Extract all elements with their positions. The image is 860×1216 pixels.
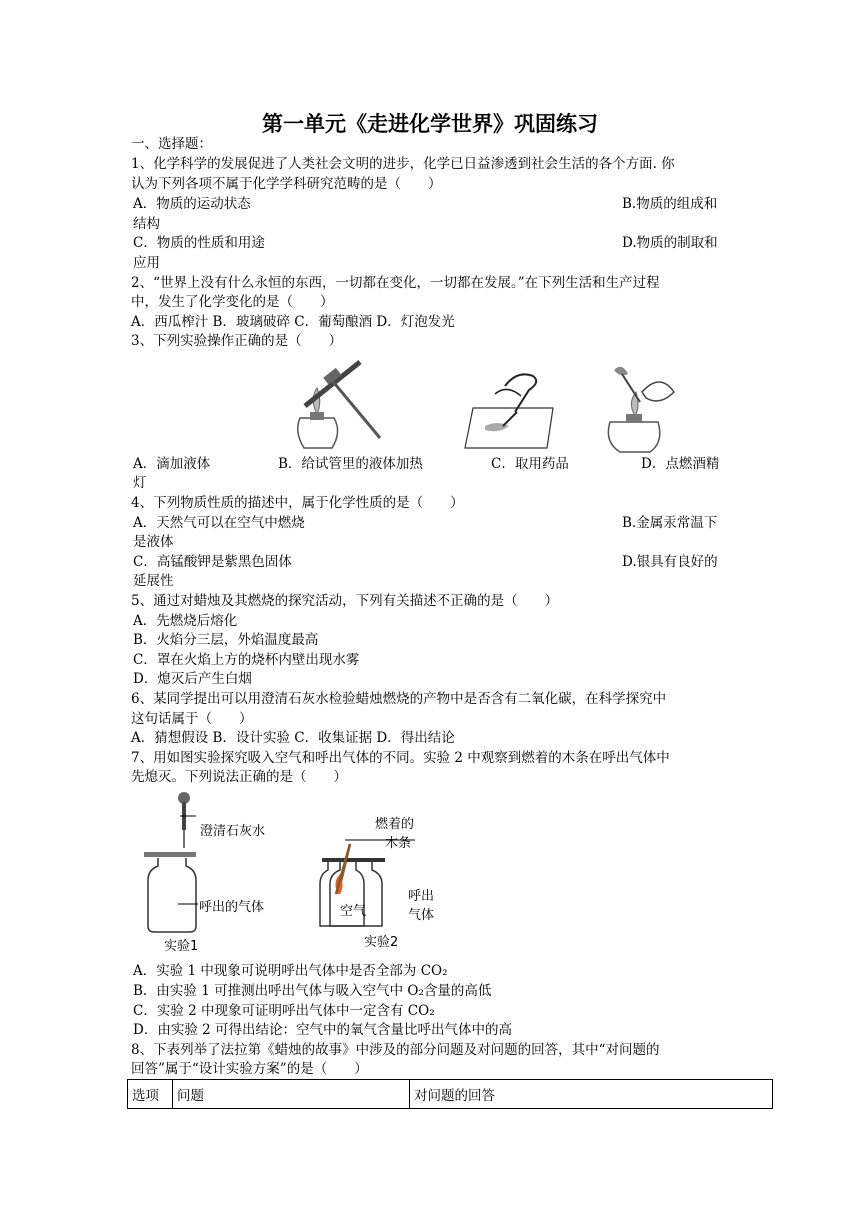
- q7-option-c: C．实验 2 中现象可证明呼出气体中一定含有 CO₂: [133, 1003, 435, 1019]
- q6-stem-line1: 6、某同学提出可以用澄清石灰水检验蜡烛燃烧的产物中是否含有二氧化碳，在科学探究中: [131, 691, 667, 707]
- q8-stem-line2: 回答”属于“设计实验方案”的是（ ）: [131, 1061, 368, 1077]
- q3-figure-b-heating-icon: [280, 358, 390, 453]
- q7-option-b: B．由实验 1 可推测出呼出气体与吸入空气中 O₂含量的高低: [133, 983, 492, 999]
- q3-option-d: D．点燃酒精: [641, 456, 720, 472]
- q5-option-d: D．熄灭后产生白烟: [133, 671, 252, 687]
- q3-option-b: B．给试管里的液体加热: [278, 456, 423, 472]
- q1-stem-line1: 1、化学科学的发展促进了人类社会文明的进步，化学已日益渗透到社会生活的各个方面. 你: [131, 156, 675, 172]
- fig-label-exhaled1: 呼出: [408, 889, 435, 904]
- q1-option-b-cont: 结构: [133, 216, 160, 232]
- fig-label-experiment1: 实验1: [164, 939, 199, 954]
- q4-option-d: D.银具有良好的: [622, 554, 718, 570]
- fig-label-burning: 燃着的: [375, 817, 415, 832]
- q4-option-b-cont: 是液体: [133, 534, 174, 550]
- fig-label-experiment2: 实验2: [364, 935, 399, 950]
- table-header-question: 问题: [173, 1080, 410, 1109]
- q4-option-b: B.金属汞常温下: [622, 515, 718, 531]
- q6-stem-line2: 这句话属于（ ）: [131, 711, 253, 727]
- q2-stem-line2: 中，发生了化学变化的是（ ）: [131, 294, 334, 310]
- table-header-option: 选项: [128, 1080, 173, 1109]
- page-title: 第一单元《走进化学世界》巩固练习: [262, 111, 598, 136]
- q5-option-c: C．罩在火焰上方的烧杯内壁出现水雾: [133, 652, 360, 668]
- q3-option-d-cont: 灯: [133, 475, 147, 491]
- q5-stem: 5、通过对蜡烛及其燃烧的探究活动，下列有关描述不正确的是（ ）: [131, 593, 559, 609]
- q4-stem: 4、下列物质性质的描述中，属于化学性质的是（ ）: [131, 495, 464, 511]
- section-heading: 一、选择题：: [131, 136, 212, 152]
- table-header-answer: 对问题的回答: [410, 1080, 773, 1109]
- q7-stem-line2: 先熄灭。下列说法正确的是（ ）: [131, 769, 347, 785]
- q5-option-b: B．火焰分三层，外焰温度最高: [133, 632, 319, 648]
- table-header-row: [128, 1080, 773, 1109]
- q1-option-d-cont: 应用: [133, 255, 160, 271]
- q3-option-a: A．滴加液体: [133, 456, 211, 472]
- q8-table: [127, 1079, 773, 1109]
- fig-label-stick: 木条: [385, 836, 412, 851]
- q8-stem-line1: 8、下表列举了法拉第《蜡烛的故事》中涉及的部分问题及对问题的回答，其中“对问题的: [131, 1042, 660, 1058]
- q1-option-d: D.物质的制取和: [622, 235, 718, 251]
- q3-stem: 3、下列实验操作正确的是（ ）: [131, 333, 343, 349]
- q1-option-b: B.物质的组成和: [622, 196, 718, 212]
- q7-experiment-figure: [140, 786, 440, 956]
- q3-figure-d-lighting-lamp-icon: [600, 362, 680, 454]
- fig-label-exhaled2: 气体: [408, 908, 435, 923]
- q7-option-a: A．实验 1 中现象可说明呼出气体中是否全部为 CO₂: [133, 963, 448, 979]
- q4-option-d-cont: 延展性: [133, 573, 174, 589]
- q2-options: A．西瓜榨汁 B．玻璃破碎 C．葡萄酿酒 D．灯泡发光: [131, 314, 455, 330]
- q3-figure-c-taking-reagent-icon: [455, 368, 565, 453]
- fig-label-limewater: 澄清石灰水: [200, 824, 266, 839]
- q4-option-c: C．高锰酸钾是紫黑色固体: [133, 554, 292, 570]
- fig-label-exhaled-gas: 呼出的气体: [199, 900, 265, 915]
- q1-stem-line2: 认为下列各项不属于化学学科研究范畴的是（ ）: [131, 176, 442, 192]
- q1-option-c: C．物质的性质和用途: [133, 235, 265, 251]
- q1-option-a: A．物质的运动状态: [133, 196, 251, 212]
- q3-option-c: C．取用药品: [491, 456, 569, 472]
- q5-option-a: A．先燃烧后熔化: [133, 613, 238, 629]
- q7-option-d: D．由实验 2 可得出结论：空气中的氧气含量比呼出气体中的高: [133, 1022, 512, 1038]
- q2-stem-line1: 2、“世界上没有什么永恒的东西，一切都在变化，一切都在发展。”在下列生活和生产过程: [131, 275, 660, 291]
- fig-label-air: 空气: [340, 904, 367, 919]
- q4-option-a: A．天然气可以在空气中燃烧: [133, 515, 305, 531]
- q7-stem-line1: 7、用如图实验探究吸入空气和呼出气体的不同。实验 2 中观察到燃着的木条在呼出气体中: [131, 750, 670, 766]
- q6-options: A．猜想假设 B．设计实验 C．收集证据 D．得出结论: [131, 730, 455, 746]
